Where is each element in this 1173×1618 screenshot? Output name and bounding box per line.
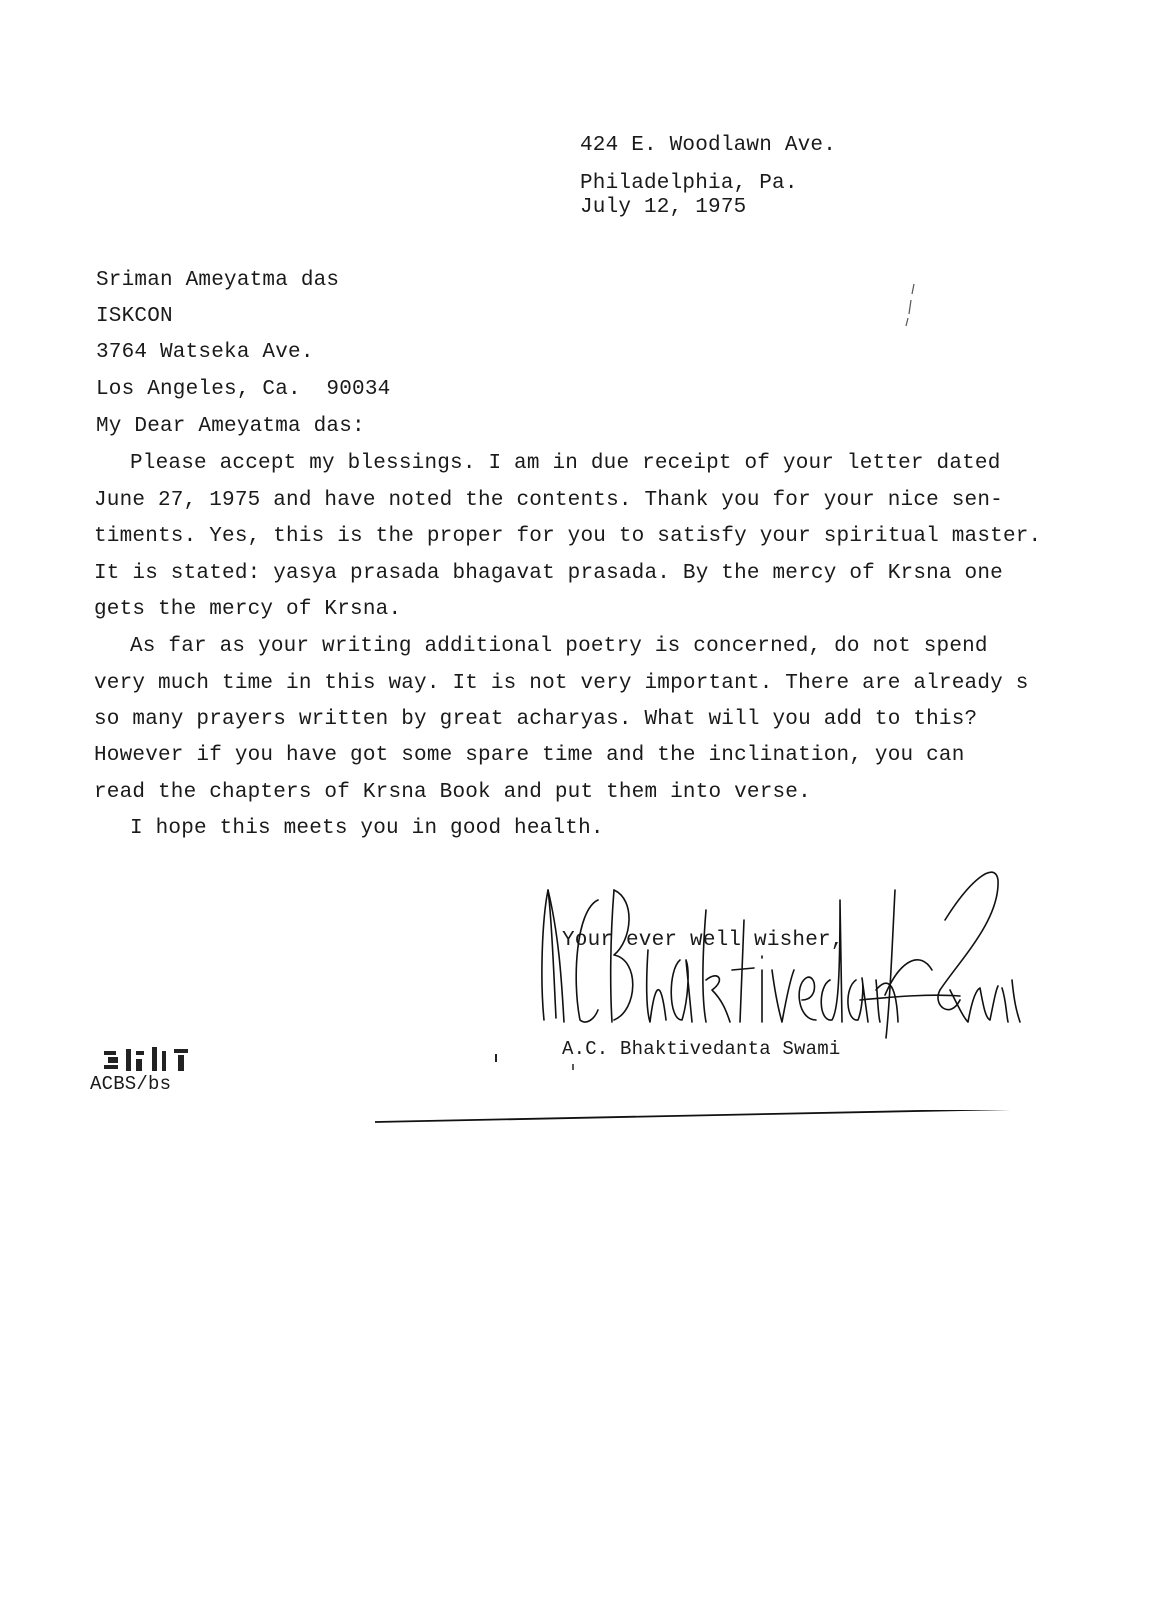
sender-city: Philadelphia, Pa.	[580, 172, 798, 195]
recipient-city: Los Angeles, Ca. 90034	[96, 378, 391, 401]
letter-date: July 12, 1975	[580, 196, 747, 219]
body-p1-line2: June 27, 1975 and have noted the contents. Thank you for your nice sen-	[94, 489, 1003, 512]
body-p2-line1: As far as your writing additional poetry is concerned, do not spend	[130, 635, 988, 658]
handwritten-signature	[540, 860, 1030, 1050]
salutation: My Dear Ameyatma das:	[96, 415, 365, 438]
sender-street: 424 E. Woodlawn Ave.	[580, 134, 837, 157]
body-p2-line3: so many prayers written by great acharyas. What will you add to this?	[94, 708, 978, 731]
pen-mark	[900, 280, 920, 330]
recipient-org: ISKCON	[96, 305, 173, 328]
reference-initials: ACBS/bs	[90, 1073, 172, 1095]
pen-underline	[375, 1110, 1075, 1134]
body-p1-line1: Please accept my blessings. I am in due receipt of your letter dated	[130, 452, 1001, 475]
body-p1-line4: It is stated: yasya prasada bhagavat prasada. By the mercy of Krsna one	[94, 562, 1003, 585]
valediction: Your ever well wisher,	[562, 929, 844, 952]
ink-dot	[492, 1052, 500, 1064]
ink-dot	[570, 1062, 576, 1072]
recipient-street: 3764 Watseka Ave.	[96, 341, 314, 364]
body-p2-line5: read the chapters of Krsna Book and put them into verse.	[94, 781, 811, 804]
body-p1-line5: gets the mercy of Krsna.	[94, 598, 402, 621]
signatory-name: A.C. Bhaktivedanta Swami	[562, 1038, 841, 1060]
body-p3: I hope this meets you in good health.	[130, 817, 604, 840]
body-p1-line3: timents. Yes, this is the proper for you to satisfy your spiritual master.	[94, 525, 1042, 548]
body-p2-line2: very much time in this way. It is not very important. There are already s	[94, 672, 1029, 695]
recipient-name: Sriman Ameyatma das	[96, 269, 340, 292]
body-p2-line4: However if you have got some spare time and the inclination, you can	[94, 744, 965, 767]
